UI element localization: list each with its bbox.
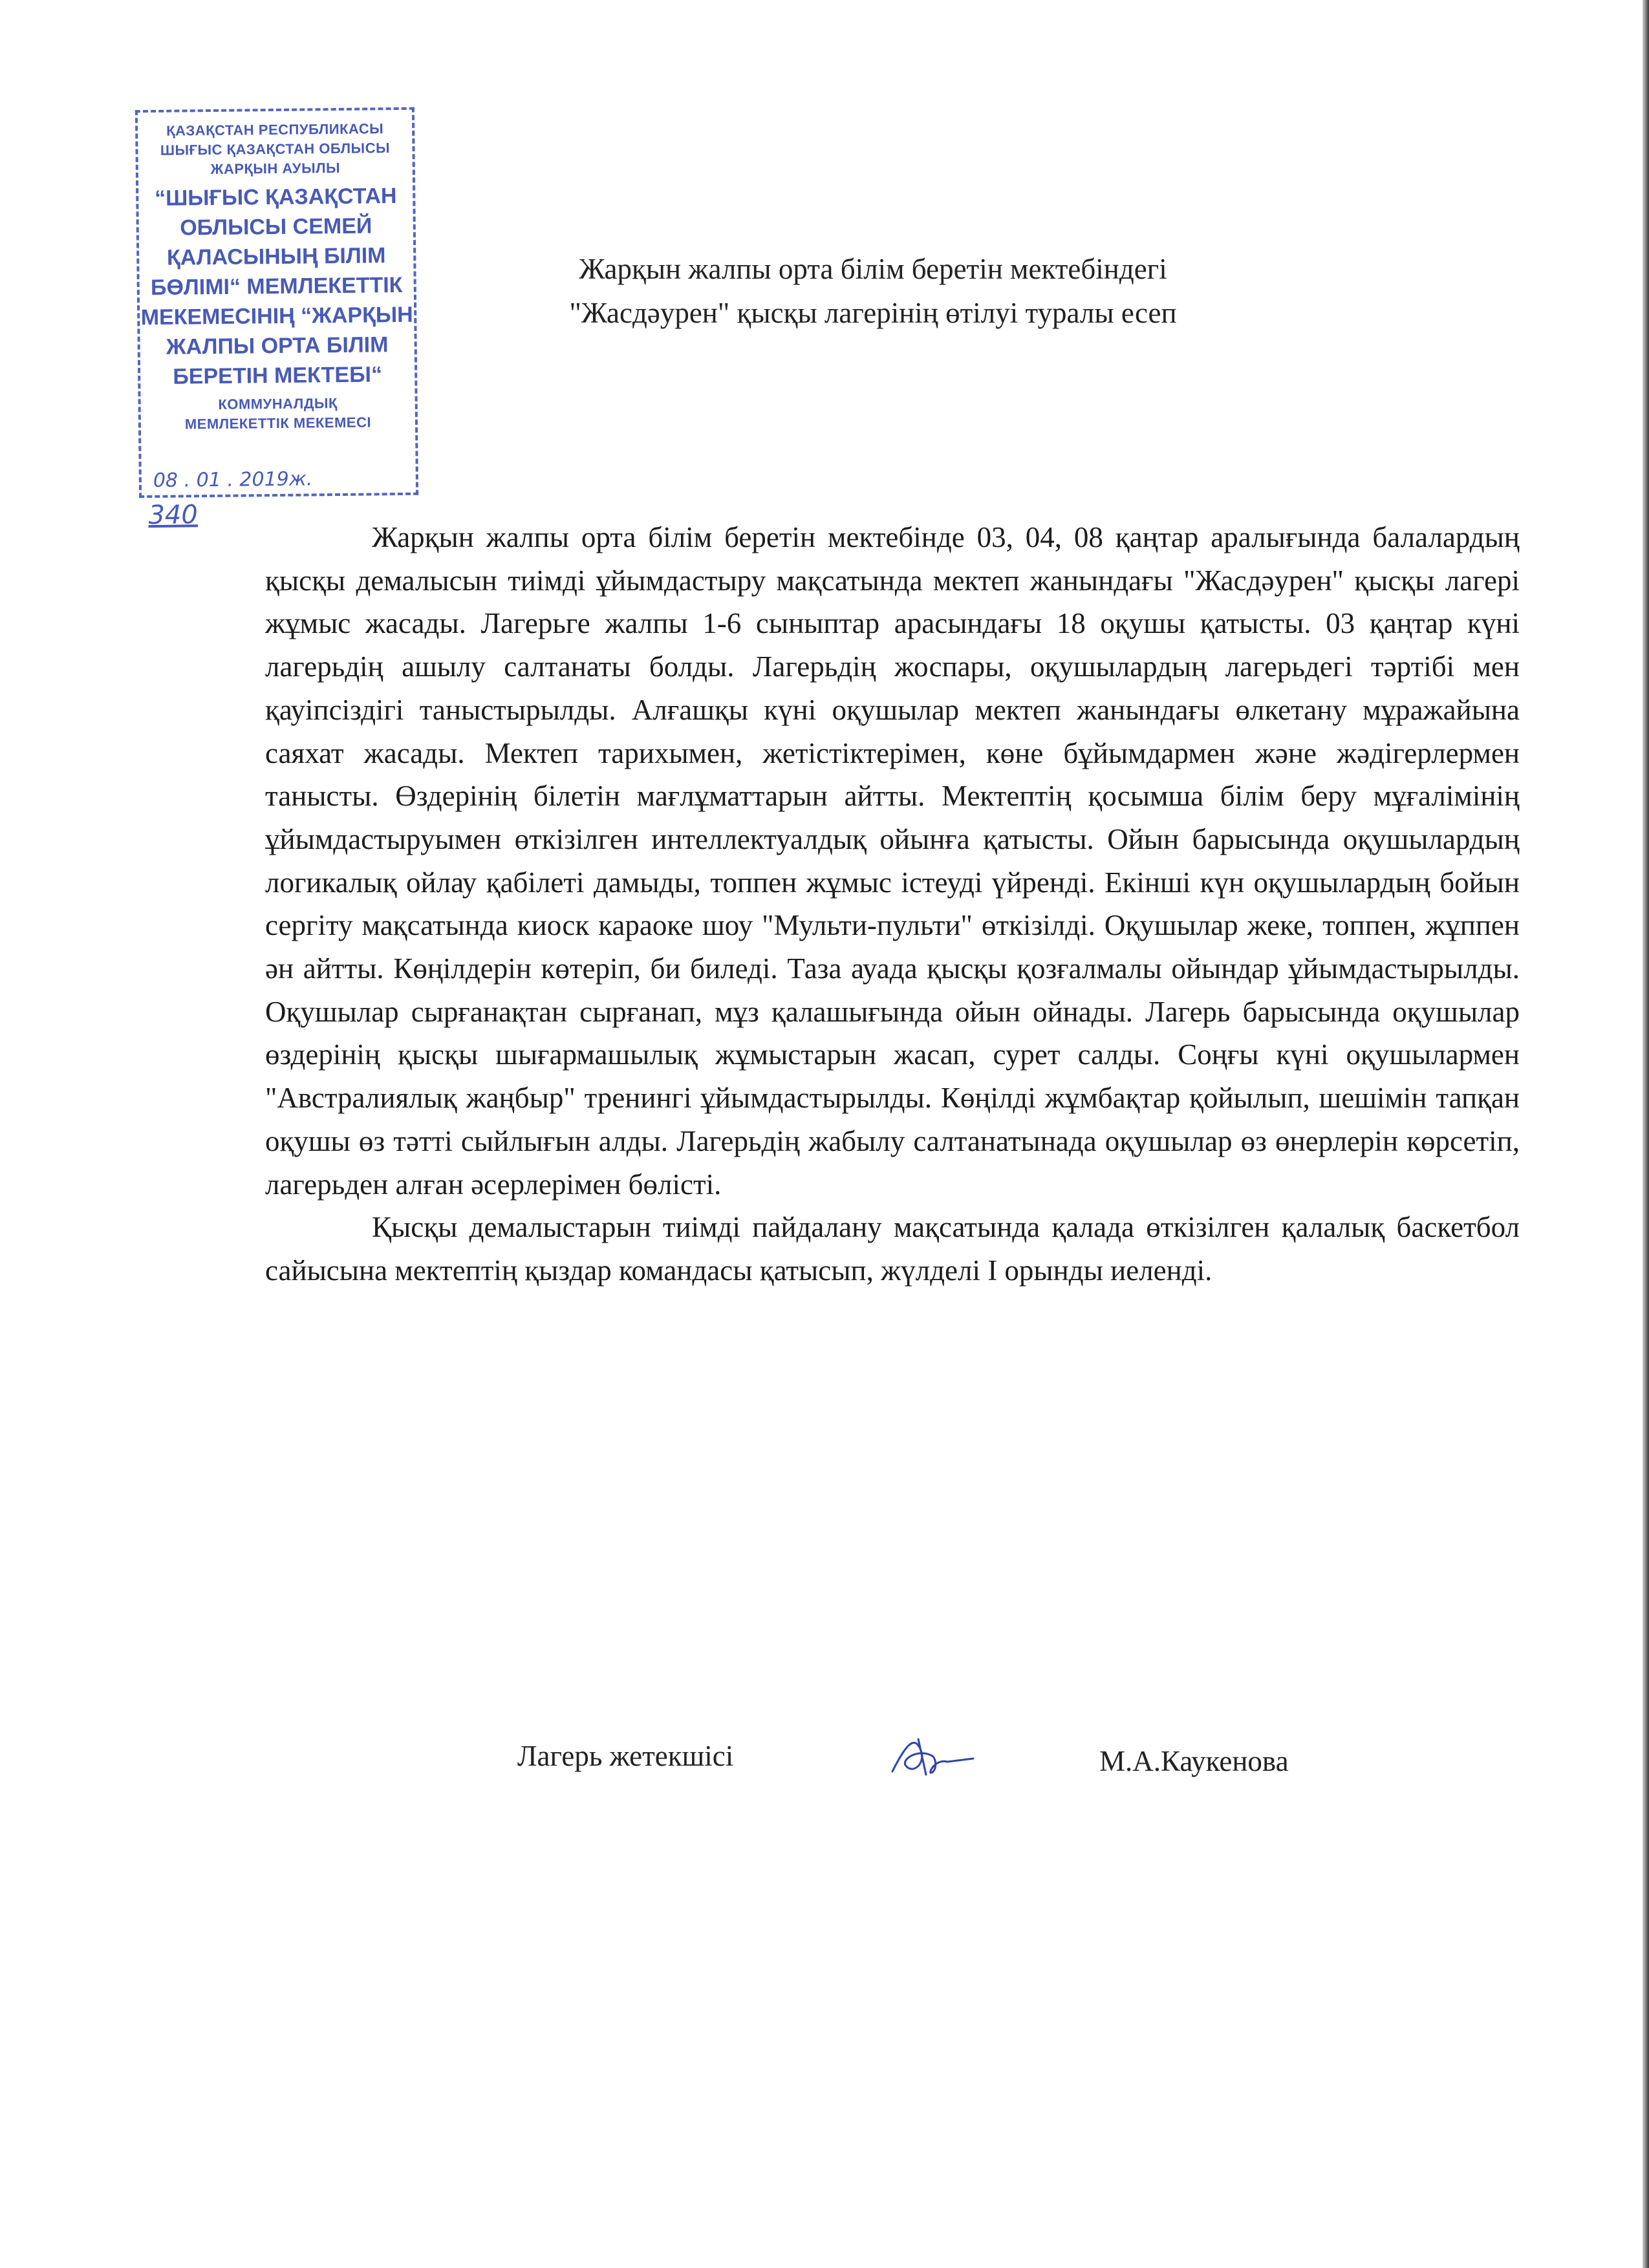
handwritten-signature [886,1726,976,1791]
stamp-line: ҚАЛАСЫНЫҢ БІЛІМ [166,243,386,270]
stamp-line: “ШЫҒЫС ҚАЗАҚСТАН [154,184,397,211]
stamp-line: МЕМЛЕКЕТТІК МЕКЕМЕСІ [184,414,372,433]
stamp-line: ЖАРҚЫН АУЫЛЫ [210,159,341,178]
signer-name: М.А.Каукенова [1099,1745,1289,1777]
paragraph: Қысқы демалыстарын тиімді пайдалану мақсатында қалада өткізілген қалалық баскетбол сайысына мектептің қыздар командасы қатысып, жүлделі І орынды иеленді. [265,1211,1520,1287]
stamp-line: ОБЛЫСЫ СЕМЕЙ [180,213,372,241]
report-body [265,516,1520,1292]
stamp-line: ҚАЗАҚСТАН РЕСПУБЛИКАСЫ [166,120,384,139]
title-line-2: "Жасдәурен" қысқы лагерінің өтілуі туралы есеп [569,297,1177,329]
paragraph: Жарқын жалпы орта білім беретін мектебінде 03, 04, 08 қаңтар аралығында балалардың қысқы демалысын тиімді ұйымдастыру мақсатында мектеп жанындағы "Жасдәурен" қысқы лагері жұмыс жасады. Лагерьге жалпы 1-6 сыныптар арасындағы 18 оқушы қатысты. 03 қаңтар күні лагерьдің ашылу салтанаты болды. Лагерьдің жоспары, оқушылардың лагерьдегі тәртібі мен қауіпсіздігі таныстырылды. Алғашқы күні оқушылар мектеп жанындағы өлкетану мұражайына саяхат жасады. Мектеп тарихымен, жетістіктерімен, көне бұйымдармен және жәдігерлермен танысты. Өздерінің білетін мағлұматтарын айтты. Мектептің қосымша білім беру мұғалімінің ұйымдастыруымен өткізілген интеллектуалдық ойынға қатысты. Ойын барысында оқушылардың логикалық ойлау қабілеті дамыды, топпен жұмыс істеуді үйренді. Екінші күн оқушылардың бойын сергіту мақсатында киоск караоке шоу "Мульти-пульти" өткізілді. Оқушылар жеке, топпен, жұппен ән айтты. Көңілдерін көтеріп, би биледі. Таза ауада қысқы қозғалмалы ойындар ұйымдастырылды. Оқушылар сырғанақтан сырғанап, мұз қалашығында ойын ойнады. Лагерь барысында оқушылар өздерінің қысқы шығармашылық жұмыстарын жасап, сурет салды. Соңғы күні оқушылармен "Австралиялық жаңбыр" тренингі ұйымдастырылды. Көңілді жұмбақтар қойылып, шешімін тапқан оқушы өз тәтті сыйлығын алды. Лагерьдің жабылу салтанатынада оқушылар өз өнерлерін көрсетіп, лагерьден алған әсерлерімен бөлісті. [265,521,1520,1201]
signature-block [0,1726,1649,1804]
title-line-1: Жарқын жалпы орта білім беретін мектебіндегі [579,253,1167,285]
stamp-line: ШЫҒЫС ҚАЗАҚСТАН ОБЛЫСЫ [160,140,391,158]
stamp-line: ЖАЛПЫ ОРТА БІЛІМ [166,332,389,359]
stamp-line: БӨЛІМІ“ МЕМЛЕКЕТТІК [150,272,403,301]
document-title [323,247,1423,335]
stamp-line: БЕРЕТІН МЕКТЕБІ“ [173,362,383,389]
stamp-number: 340 [148,500,199,531]
stamp-line: МЕКЕМЕСІНІҢ “ЖАРҚЫН [140,302,413,330]
scan-edge-shadow [1643,0,1649,2268]
stamp-date: 08 . 01 . 2019ж. [153,467,313,493]
signer-role: Лагерь жетекшісі [517,1740,734,1772]
stamp-line: КОММУНАЛДЫҚ [218,395,338,412]
